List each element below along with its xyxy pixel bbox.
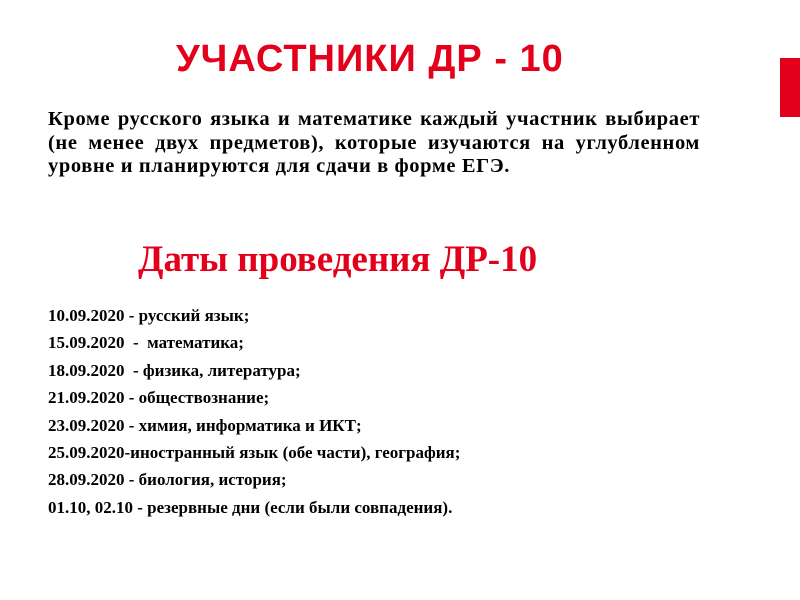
list-item: 28.09.2020 - биология, история; [48, 470, 287, 490]
dates-title: Даты проведения ДР-10 [138, 239, 538, 280]
list-item: 25.09.2020-иностранный язык (обе части), география; [48, 443, 461, 463]
list-item: 10.09.2020 - русский язык; [48, 306, 250, 325]
list-item: 18.09.2020 - физика, литература; [48, 360, 301, 380]
list-item: 21.09.2020 - обществознание; [48, 388, 270, 408]
slide-title: УЧАСТНИКИ ДР - 10 [176, 38, 564, 80]
dates-list [48, 302, 460, 521]
intro-paragraph: Кроме русского языка и математике каждый участник выбирает (не менее двух предметов), которые изучаются на углубленном уровне и планируются для сдачи в форме ЕГЭ. [48, 108, 700, 177]
list-item: 15.09.2020 - математика; [48, 333, 244, 353]
list-item: 23.09.2020 - химия, информатика и ИКТ; [48, 415, 362, 435]
accent-bar [780, 58, 800, 117]
list-item: 01.10, 02.10 - резервные дни (если были совпадения). [48, 497, 453, 517]
